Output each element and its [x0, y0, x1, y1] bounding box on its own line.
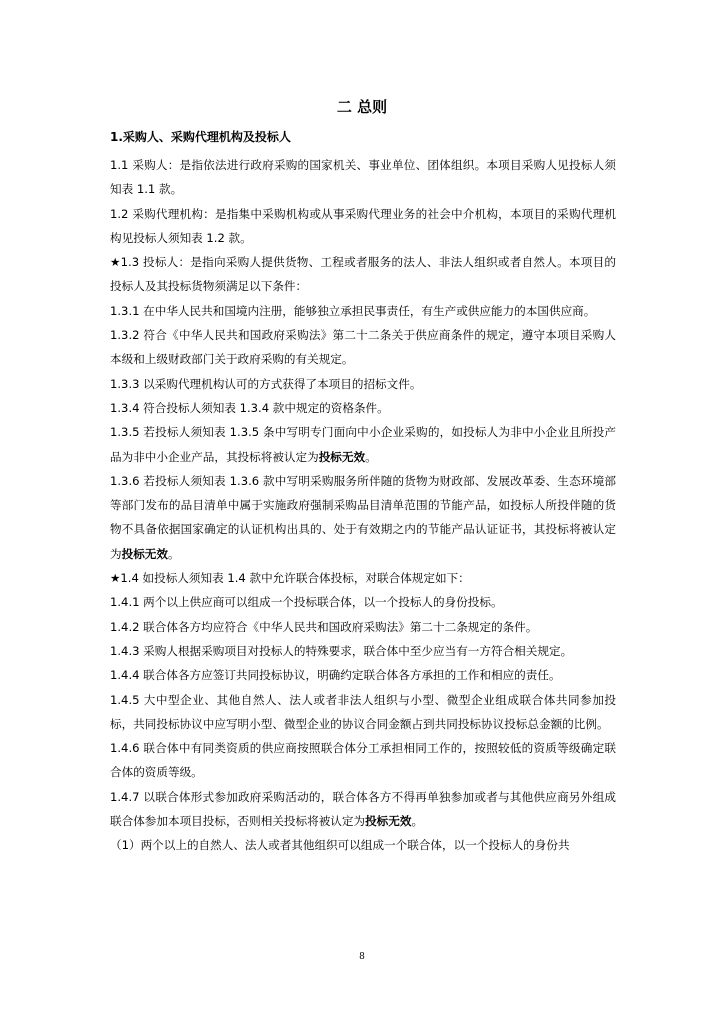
paragraph [110, 785, 616, 834]
paragraph-text: 1.4.5 大中型企业、其他自然人、法人或者非法人组织与小型、微型企业组成联合体共同参加投标，共同投标协议中应写明小型、微型企业的协议合同金额占到共同投标协议投标总金额的比例。 [110, 692, 616, 731]
chapter-heading: 二 总则 [336, 98, 388, 116]
paragraph-text: 1.3.2 符合《中华人民共和国政府采购法》第二十二条关于供应商条件的规定，遵守本项目采购人本级和上级财政部门关于政府采购的有关规定。 [110, 328, 616, 367]
paragraph-text: 1.1 采购人：是指依法进行政府采购的国家机关、事业单位、团体组织。本项目采购人见投标人须知表 1.1 款。 [110, 158, 616, 197]
paragraph-text: 1.3.6 若投标人须知表 1.3.6 款中写明采购服务所伴随的货物为财政部、发展改革委、生态环境部等部门发布的品目清单中属于实施政府强制采购品目清单范围的节能产品，如投标人所投伴随的货物不具备依据国家确定的认证机构出具的、处于有效期之内的节能产品认证证书，其投标将被认定为 [110, 473, 616, 561]
paragraph-text: 1.4.1 两个以上供应商可以组成一个投标联合体，以一个投标人的身份投标。 [110, 595, 503, 610]
paragraph-text: 1.3.4 符合投标人须知表 1.3.4 款中规定的资格条件。 [110, 400, 389, 415]
paragraph-text: 1.4.7 以联合体形式参加政府采购活动的，联合体各方不得再单独参加或者与其他供应商另外组成联合体参加本项目投标，否则相关投标将被认定为 [110, 789, 616, 829]
paragraph-text: ★1.4 如投标人须知表 1.4 款中允许联合体投标，对联合体规定如下： [110, 571, 470, 586]
paragraph [110, 299, 616, 323]
paragraph [110, 736, 616, 785]
paragraph [110, 833, 616, 857]
paragraph-text: 1.3.5 若投标人须知表 1.3.5 条中写明专门面向中小企业采购的，如投标人为非中小企业且所投产品为非中小企业产品，其投标将被认定为 [110, 425, 616, 464]
paragraph [110, 420, 616, 469]
paragraph [110, 153, 616, 202]
paragraph [110, 372, 616, 396]
paragraph [110, 323, 616, 372]
paragraph-text: 1.2 采购代理机构：是指集中采购机构或从事采购代理业务的社会中介机构，本项目的采购代理机构见投标人须知表 1.2 款。 [110, 206, 616, 245]
paragraph-text: ★1.3 投标人：是指向采购人提供货物、工程或者服务的法人、非法人组织或者自然人。本项目的投标人及其投标货物须满足以下条件： [110, 255, 616, 294]
paragraph [110, 396, 616, 420]
paragraph-tail: 。 [411, 814, 424, 829]
paragraph-text: 1.3.3 以采购代理机构认可的方式获得了本项目的招标文件。 [110, 376, 422, 391]
invalid-bid-emphasis: 投标无效 [121, 546, 168, 561]
paragraph-tail: 。 [168, 546, 180, 561]
paragraph-text: 1.4.6 联合体中有同类资质的供应商按照联合体分工承担相同工作的，按照较低的资质等级确定联合体的资质等级。 [110, 741, 616, 780]
paragraph [110, 688, 616, 737]
paragraph [110, 639, 616, 663]
paragraph [110, 590, 616, 614]
paragraph [110, 202, 616, 251]
paragraph [110, 615, 616, 639]
paragraph [110, 469, 616, 566]
section-title: 1.采购人、采购代理机构及投标人 [110, 130, 291, 144]
paragraph [110, 250, 616, 299]
invalid-bid-emphasis: 投标无效 [318, 449, 366, 464]
paragraph-text: （1）两个以上的自然人、法人或者其他组织可以组成一个联合体，以一个投标人的身份共 [110, 838, 570, 853]
paragraph [110, 566, 616, 590]
invalid-bid-emphasis: 投标无效 [365, 814, 412, 829]
paragraph-text: 1.4.4 联合体各方应签订共同投标协议，明确约定联合体各方承担的工作和相应的责任。 [110, 668, 561, 683]
paragraph-text: 1.4.2 联合体各方均应符合《中华人民共和国政府采购法》第二十二条规定的条件。 [110, 619, 538, 634]
paragraph-text: 1.3.1 在中华人民共和国境内注册，能够独立承担民事责任，有生产或供应能力的本国供应商。 [110, 303, 596, 318]
paragraph-text: 1.4.3 采购人根据采购项目对投标人的特殊要求，联合体中至少应当有一方符合相关规定。 [110, 643, 573, 658]
paragraph-tail: 。 [365, 449, 377, 464]
page-number: 8 [359, 952, 365, 962]
paragraph [110, 663, 616, 687]
body-text [110, 153, 616, 858]
